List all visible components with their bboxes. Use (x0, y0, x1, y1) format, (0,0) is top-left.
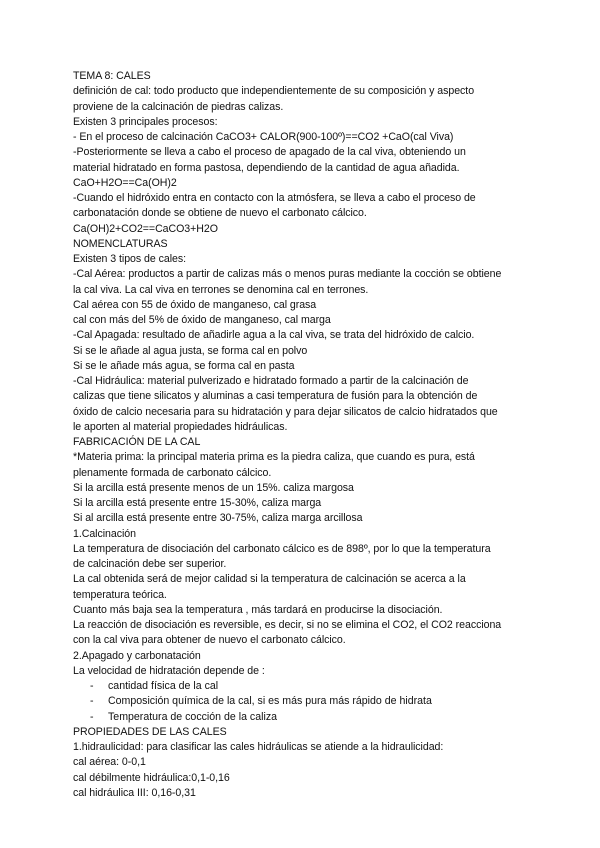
list-item (73, 710, 536, 725)
text-line-9: -Cuando el hidróxido entra en contacto con la atmósfera, se lleva a cabo el proceso de (73, 192, 476, 204)
document-tail (73, 725, 536, 801)
bullet-text: Composición química de la cal, si es más pura más rápido de hidrata (108, 695, 432, 708)
text-line-24: le aporten al material propiedades hidráulicas. (73, 420, 288, 433)
text-line-5: - En el proceso de calcinación CaCO3+ CALOR(900-100º)==CO2 +CaO(cal Viva) (73, 131, 454, 143)
bullet-dash: - (90, 710, 94, 723)
bullet-dash: - (90, 680, 94, 692)
text-line-26: *Materia prima: la principal materia prima es la piedra caliza, que cuando es pura, está (73, 451, 475, 464)
bullet-text: Temperatura de cocción de la caliza (108, 710, 278, 723)
text-line-18: -Cal Apagada: resultado de añadirle agua a la cal viva, se trata del hidróxido de calcio. (73, 329, 475, 342)
bullet-text: cantidad física de la cal (108, 680, 219, 692)
text-line-38: con la cal viva para obtener de nuevo el carbonato cálcico. (73, 634, 346, 647)
text-line-17: cal con más del 5% de óxido de manganeso, cal marga (73, 314, 331, 326)
tail-line-4: cal débilmente hidráulica:0,1-0,16 (73, 771, 230, 784)
bullet-list (73, 679, 536, 725)
document-body (73, 69, 536, 679)
text-line-27: plenamente formada de carbonato cálcico. (73, 466, 272, 479)
text-line-10: carbonatación donde se obtiene de nuevo el carbonato cálcico. (73, 207, 367, 220)
tail-line-1: PROPIEDADES DE LAS CALES (73, 725, 227, 738)
text-line-1: TEMA 8: CALES (73, 70, 151, 82)
text-line-32: La temperatura de disociación del carbonato cálcico es de 898º, por lo que la temperatura (73, 542, 491, 555)
text-line-21: -Cal Hidráulica: material pulverizado e hidratado formado a partir de la calcinación de (73, 375, 469, 387)
text-line-8: CaO+H2O==Ca(OH)2 (73, 176, 177, 189)
text-line-13: Existen 3 tipos de cales: (73, 253, 186, 265)
text-line-16: Cal aérea con 55 de óxido de manganeso, cal grasa (73, 298, 317, 311)
text-line-15: la cal viva. La cal viva en terrones se denomina cal en terrones. (73, 283, 369, 296)
text-line-29: Si la arcilla está presente entre 15-30%, caliza marga (73, 497, 322, 509)
text-line-11: Ca(OH)2+CO2==CaCO3+H2O (73, 222, 218, 235)
text-line-35: temperatura teórica. (73, 588, 167, 601)
text-line-25: FABRICACIÓN DE LA CAL (73, 436, 201, 448)
text-line-14: -Cal Aérea: productos a partir de calizas más o menos puras mediante la cocción se obtiene (73, 268, 502, 281)
bullet-dash: - (90, 695, 94, 708)
text-line-36: Cuanto más baja sea la temperatura , más tardará en producirse la disociación. (73, 603, 443, 616)
text-line-37: La reacción de disociación es reversible, es decir, si no se elimina el CO2, el CO2 reacciona (73, 619, 502, 631)
text-line-3: proviene de la calcinación de piedras calizas. (73, 100, 284, 113)
text-line-7: material hidratado en forma pastosa, dependiendo de la cantidad de agua añadida. (73, 161, 460, 174)
text-line-12: NOMENCLATURAS (73, 237, 168, 250)
text-line-19: Si se le añade al agua justa, se forma cal en polvo (73, 344, 308, 357)
text-line-2: definición de cal: todo producto que independientemente de su composición y aspecto (73, 85, 475, 98)
text-line-22: calizas que tiene silicatos y aluminas a casi temperatura de fusión para la obtención de (73, 390, 478, 403)
list-item (73, 694, 536, 709)
text-line-39: 2.Apagado y carbonatación (73, 649, 201, 662)
text-line-33: de calcinación debe ser superior. (73, 558, 227, 570)
tail-line-2: 1.hidraulicidad: para clasificar las cales hidráulicas se atiende a la hidraulicidad: (73, 741, 444, 753)
text-line-40: La velocidad de hidratación depende de : (73, 664, 265, 677)
text-line-23: óxido de calcio necesaria para su hidratación y para dejar silicatos de calcio hidratados que (73, 405, 498, 418)
list-item (73, 679, 536, 694)
tail-line-3: cal aérea: 0-0,1 (73, 756, 146, 769)
text-line-31: 1.Calcinación (73, 527, 136, 540)
tail-line-5: cal hidráulica III: 0,16-0,31 (73, 786, 196, 799)
text-line-20: Si se le añade más agua, se forma cal en pasta (73, 359, 295, 372)
text-line-28: Si la arcilla está presente menos de un 15%. caliza margosa (73, 481, 354, 494)
text-line-4: Existen 3 principales procesos: (73, 115, 218, 128)
text-line-6: -Posteriormente se lleva a cabo el proceso de apagado de la cal viva, obteniendo un (73, 146, 466, 159)
text-line-30: Si al arcilla está presente entre 30-75%, caliza marga arcillosa (73, 512, 363, 525)
text-line-34: La cal obtenida será de mejor calidad si la temperatura de calcinación se acerca a la (73, 573, 466, 586)
